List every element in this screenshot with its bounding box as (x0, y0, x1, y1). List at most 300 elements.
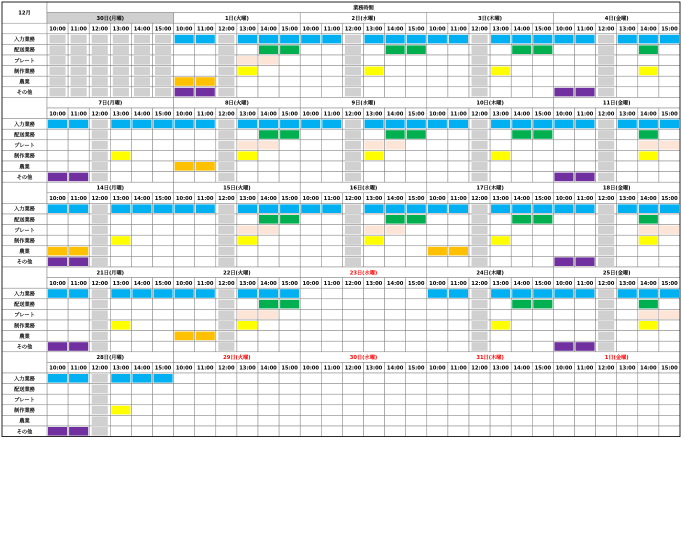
hour-label: 12:00 (218, 111, 235, 118)
schedule-cell (321, 55, 342, 66)
schedule-cell (47, 235, 68, 246)
schedule-cell (427, 150, 448, 161)
hour-label: 15:00 (534, 26, 552, 33)
unavailable-block (472, 342, 488, 351)
schedule-cell (68, 214, 89, 225)
schedule-cell (427, 87, 448, 98)
hour-label: 13:00 (112, 111, 130, 118)
task-block (259, 300, 278, 309)
schedule-cell (638, 405, 659, 416)
hour-label: 11:00 (323, 280, 341, 287)
unavailable-block (345, 173, 361, 182)
schedule-cell (300, 394, 321, 405)
schedule-cell (511, 341, 532, 352)
task-block (533, 300, 552, 309)
schedule-cell (321, 225, 342, 236)
unavailable-block (113, 77, 129, 86)
day-label: 7日(月曜) (98, 100, 123, 107)
task-block (48, 173, 67, 182)
task-block (259, 120, 278, 129)
schedule-cell (532, 161, 553, 172)
schedule-cell (279, 320, 300, 331)
task-label: その他 (16, 90, 33, 97)
schedule-cell (279, 66, 300, 77)
schedule-cell (532, 341, 553, 352)
unavailable-block (345, 77, 361, 86)
task-block (69, 120, 88, 129)
hour-label: 12:00 (471, 365, 488, 372)
task-block (554, 173, 573, 182)
schedule-cell (195, 44, 216, 55)
task-block (48, 120, 67, 129)
schedule-cell (258, 172, 279, 183)
schedule-cell (532, 66, 553, 77)
task-block (259, 35, 278, 44)
schedule-cell (638, 246, 659, 257)
schedule-cell (596, 426, 617, 437)
task-block (407, 35, 426, 44)
task-label: プレート (14, 58, 35, 65)
unavailable-block (472, 88, 488, 97)
schedule-cell (490, 140, 511, 151)
schedule-cell (427, 214, 448, 225)
schedule-cell (68, 150, 89, 161)
schedule-cell (385, 55, 406, 66)
hour-label: 14:00 (513, 196, 531, 203)
schedule-cell (110, 341, 131, 352)
schedule-cell (258, 66, 279, 77)
task-block (554, 257, 573, 266)
unavailable-block (92, 321, 108, 330)
task-block (48, 374, 67, 383)
schedule-cell (511, 415, 532, 426)
schedule-cell (153, 172, 174, 183)
schedule-cell (532, 373, 553, 384)
schedule-cell (385, 405, 406, 416)
schedule-cell (448, 394, 469, 405)
task-block (386, 120, 405, 129)
unavailable-block (155, 88, 171, 97)
task-block (639, 151, 658, 160)
unavailable-block (92, 56, 108, 65)
day-label: 11日(金曜) (602, 100, 631, 107)
schedule-cell (300, 246, 321, 257)
hour-label: 12:00 (471, 26, 488, 33)
schedule-cell (469, 405, 490, 416)
hour-label: 14:00 (640, 196, 657, 203)
schedule-cell (195, 341, 216, 352)
schedule-cell (469, 394, 490, 405)
hour-label: 10:00 (429, 365, 446, 372)
task-block (512, 215, 531, 224)
unavailable-block (598, 141, 614, 150)
task-block (386, 45, 405, 54)
task-block (554, 35, 573, 44)
hour-label: 10:00 (302, 196, 320, 203)
schedule-cell (153, 299, 174, 310)
schedule-cell (553, 225, 574, 236)
schedule-cell (511, 150, 532, 161)
schedule-cell (321, 214, 342, 225)
hour-label: 12:00 (91, 26, 109, 33)
unavailable-block (218, 236, 234, 245)
task-block (533, 289, 552, 298)
schedule-cell (258, 331, 279, 342)
schedule-cell (68, 320, 89, 331)
unavailable-block (218, 88, 234, 97)
unavailable-block (598, 289, 614, 298)
task-block (407, 204, 426, 213)
hour-label: 13:00 (618, 280, 636, 287)
hour-label: 10:00 (49, 196, 66, 203)
task-block (111, 204, 130, 213)
schedule-cell (300, 256, 321, 267)
schedule-cell (321, 129, 342, 140)
schedule-cell (47, 140, 68, 151)
schedule-cell (596, 394, 617, 405)
schedule-cell (659, 76, 680, 87)
schedule-cell (617, 225, 638, 236)
schedule-cell (237, 415, 258, 426)
schedule-cell (659, 384, 680, 395)
task-block (259, 56, 278, 65)
hour-label: 10:00 (175, 365, 193, 372)
hour-label: 12:00 (218, 196, 235, 203)
schedule-cell (216, 394, 237, 405)
schedule-cell (153, 426, 174, 437)
unavailable-block (92, 130, 108, 139)
schedule-cell (321, 288, 342, 299)
schedule-cell (659, 394, 680, 405)
hour-label: 15:00 (534, 280, 552, 287)
hour-label: 13:00 (618, 111, 636, 118)
schedule-cell (385, 76, 406, 87)
unavailable-block (92, 173, 108, 182)
schedule-cell (575, 246, 596, 257)
schedule-cell (406, 288, 427, 299)
schedule-cell (216, 405, 237, 416)
task-block (386, 35, 405, 44)
unavailable-block (345, 56, 361, 65)
schedule-cell (575, 55, 596, 66)
task-block (48, 289, 67, 298)
schedule-cell (448, 161, 469, 172)
schedule-cell (321, 161, 342, 172)
schedule-cell (342, 373, 363, 384)
task-block (533, 45, 552, 54)
schedule-cell (300, 55, 321, 66)
task-block (428, 289, 447, 298)
schedule-cell (321, 331, 342, 342)
schedule-cell (448, 66, 469, 77)
schedule-cell (448, 214, 469, 225)
schedule-cell (110, 172, 131, 183)
schedule-cell (300, 150, 321, 161)
hour-label: 10:00 (49, 26, 66, 33)
unavailable-block (472, 226, 488, 235)
schedule-cell (617, 394, 638, 405)
task-block (533, 215, 552, 224)
schedule-cell (532, 172, 553, 183)
task-block (111, 151, 130, 160)
hour-label: 15:00 (407, 365, 425, 372)
schedule-cell (279, 172, 300, 183)
schedule-cell (448, 235, 469, 246)
day-label: 30日(水曜) (349, 355, 378, 362)
schedule-cell (617, 44, 638, 55)
hour-label: 10:00 (429, 196, 446, 203)
schedule-cell (553, 76, 574, 87)
schedule-cell (342, 309, 363, 320)
task-block (660, 120, 679, 129)
task-label: その他 (16, 174, 33, 181)
schedule-cell (469, 373, 490, 384)
schedule-cell (596, 415, 617, 426)
schedule-cell (174, 44, 195, 55)
unavailable-block (92, 151, 108, 160)
schedule-cell (448, 341, 469, 352)
task-block (280, 120, 299, 129)
schedule-cell (110, 129, 131, 140)
task-block (512, 45, 531, 54)
task-block (449, 120, 468, 129)
schedule-cell (47, 384, 68, 395)
schedule-cell (321, 415, 342, 426)
task-label: 農業 (19, 418, 30, 425)
unavailable-block (218, 141, 234, 150)
schedule-cell (617, 150, 638, 161)
unavailable-block (598, 151, 614, 160)
schedule-cell (47, 415, 68, 426)
schedule-cell (659, 320, 680, 331)
task-label: 配送業務 (14, 132, 35, 139)
unavailable-block (598, 226, 614, 235)
schedule-cell (575, 225, 596, 236)
hour-label: 15:00 (281, 196, 298, 203)
schedule-cell (342, 320, 363, 331)
schedule-cell (448, 87, 469, 98)
schedule-cell (448, 129, 469, 140)
schedule-cell (364, 161, 385, 172)
schedule-cell (321, 66, 342, 77)
day-label: 4日(金曜) (604, 15, 629, 22)
schedule-cell (638, 341, 659, 352)
schedule-cell (237, 426, 258, 437)
schedule-cell (131, 426, 152, 437)
hour-label: 11:00 (196, 111, 214, 118)
unavailable-block (598, 162, 614, 171)
hour-label: 14:00 (386, 26, 404, 33)
task-block (512, 120, 531, 129)
hour-label: 15:00 (661, 196, 678, 203)
schedule-cell (511, 161, 532, 172)
schedule-cell (153, 214, 174, 225)
schedule-cell (617, 66, 638, 77)
hour-label: 11:00 (576, 280, 594, 287)
schedule-cell (153, 384, 174, 395)
schedule-cell (575, 373, 596, 384)
schedule-cell (448, 225, 469, 236)
schedule-cell (659, 150, 680, 161)
unavailable-block (71, 67, 87, 76)
hour-label: 15:00 (534, 196, 552, 203)
unavailable-block (345, 162, 361, 171)
task-block (365, 151, 384, 160)
task-block (154, 120, 173, 129)
unavailable-block (598, 342, 614, 351)
schedule-cell (490, 76, 511, 87)
schedule-cell (131, 140, 152, 151)
schedule-cell (617, 76, 638, 87)
schedule-cell (237, 341, 258, 352)
schedule-cell (490, 394, 511, 405)
schedule-cell (448, 384, 469, 395)
schedule-cell (153, 341, 174, 352)
hour-label: 10:00 (555, 196, 573, 203)
schedule-cell (258, 76, 279, 87)
unavailable-block (92, 162, 108, 171)
schedule-cell (342, 426, 363, 437)
schedule-cell (427, 140, 448, 151)
schedule-cell (532, 246, 553, 257)
schedule-cell (195, 373, 216, 384)
schedule-cell (511, 331, 532, 342)
schedule-cell (174, 373, 195, 384)
task-block (449, 35, 468, 44)
schedule-cell (385, 172, 406, 183)
hour-label: 15:00 (407, 280, 425, 287)
schedule-cell (406, 140, 427, 151)
schedule-cell (385, 87, 406, 98)
unavailable-block (218, 130, 234, 139)
hour-label: 14:00 (260, 196, 277, 203)
schedule-cell (385, 150, 406, 161)
hour-label: 15:00 (534, 111, 552, 118)
schedule-cell (174, 225, 195, 236)
task-block (69, 173, 88, 182)
task-label: 制作業務 (14, 323, 35, 330)
schedule-cell (131, 384, 152, 395)
schedule-cell (364, 129, 385, 140)
unavailable-block (113, 88, 129, 97)
hour-label: 10:00 (49, 111, 66, 118)
hour-label: 11:00 (196, 26, 214, 33)
schedule-cell (490, 55, 511, 66)
schedule-cell (659, 66, 680, 77)
task-block (196, 120, 215, 129)
unavailable-block (472, 141, 488, 150)
schedule-cell (511, 55, 532, 66)
unavailable-block (92, 310, 108, 319)
task-block (660, 35, 679, 44)
schedule-cell (659, 246, 680, 257)
schedule-cell (131, 320, 152, 331)
schedule-cell (364, 415, 385, 426)
schedule-cell (617, 55, 638, 66)
schedule-cell (174, 129, 195, 140)
task-block (386, 204, 405, 213)
hour-label: 14:00 (386, 280, 404, 287)
schedule-cell (427, 76, 448, 87)
schedule-cell (638, 161, 659, 172)
schedule-cell (364, 87, 385, 98)
schedule-cell (427, 384, 448, 395)
schedule-cell (237, 394, 258, 405)
hour-label: 13:00 (239, 196, 256, 203)
schedule-cell (617, 341, 638, 352)
schedule-cell (385, 341, 406, 352)
schedule-cell (406, 66, 427, 77)
hour-label: 12:00 (218, 280, 235, 287)
schedule-cell (258, 341, 279, 352)
schedule-cell (279, 405, 300, 416)
hour-label: 15:00 (407, 26, 425, 33)
unavailable-block (134, 67, 150, 76)
schedule-cell (575, 161, 596, 172)
hour-label: 10:00 (429, 111, 446, 118)
schedule-cell (385, 331, 406, 342)
day-label: 28日(月曜) (96, 355, 125, 362)
schedule-cell (532, 384, 553, 395)
schedule-cell (342, 299, 363, 310)
schedule-cell (427, 373, 448, 384)
schedule-cell (575, 426, 596, 437)
task-block (69, 342, 88, 351)
task-block (533, 120, 552, 129)
schedule-cell (131, 309, 152, 320)
schedule-cell (258, 373, 279, 384)
schedule-cell (406, 299, 427, 310)
schedule-cell (300, 76, 321, 87)
schedule-cell (448, 172, 469, 183)
unavailable-block (472, 77, 488, 86)
hour-label: 12:00 (471, 196, 488, 203)
schedule-cell (553, 129, 574, 140)
task-block (428, 120, 447, 129)
schedule-cell (617, 256, 638, 267)
schedule-cell (511, 384, 532, 395)
schedule-cell (596, 373, 617, 384)
task-block (365, 226, 384, 235)
hour-label: 15:00 (407, 111, 425, 118)
schedule-cell (237, 405, 258, 416)
hour-label: 10:00 (429, 26, 446, 33)
schedule-cell (47, 320, 68, 331)
task-block (428, 247, 447, 256)
schedule-cell (131, 331, 152, 342)
schedule-cell (258, 415, 279, 426)
unavailable-block (598, 130, 614, 139)
schedule-cell (659, 341, 680, 352)
schedule-cell (216, 373, 237, 384)
task-block (491, 204, 510, 213)
schedule-cell (406, 256, 427, 267)
task-block (238, 204, 257, 213)
schedule-cell (532, 405, 553, 416)
unavailable-block (472, 321, 488, 330)
hour-label: 10:00 (555, 111, 573, 118)
schedule-cell (553, 384, 574, 395)
schedule-cell (153, 140, 174, 151)
hour-label: 13:00 (492, 196, 509, 203)
schedule-cell (237, 373, 258, 384)
schedule-cell (110, 394, 131, 405)
schedule-cell (279, 76, 300, 87)
schedule-cell (131, 161, 152, 172)
unavailable-block (472, 236, 488, 245)
schedule-cell (638, 55, 659, 66)
unavailable-block (92, 385, 108, 394)
